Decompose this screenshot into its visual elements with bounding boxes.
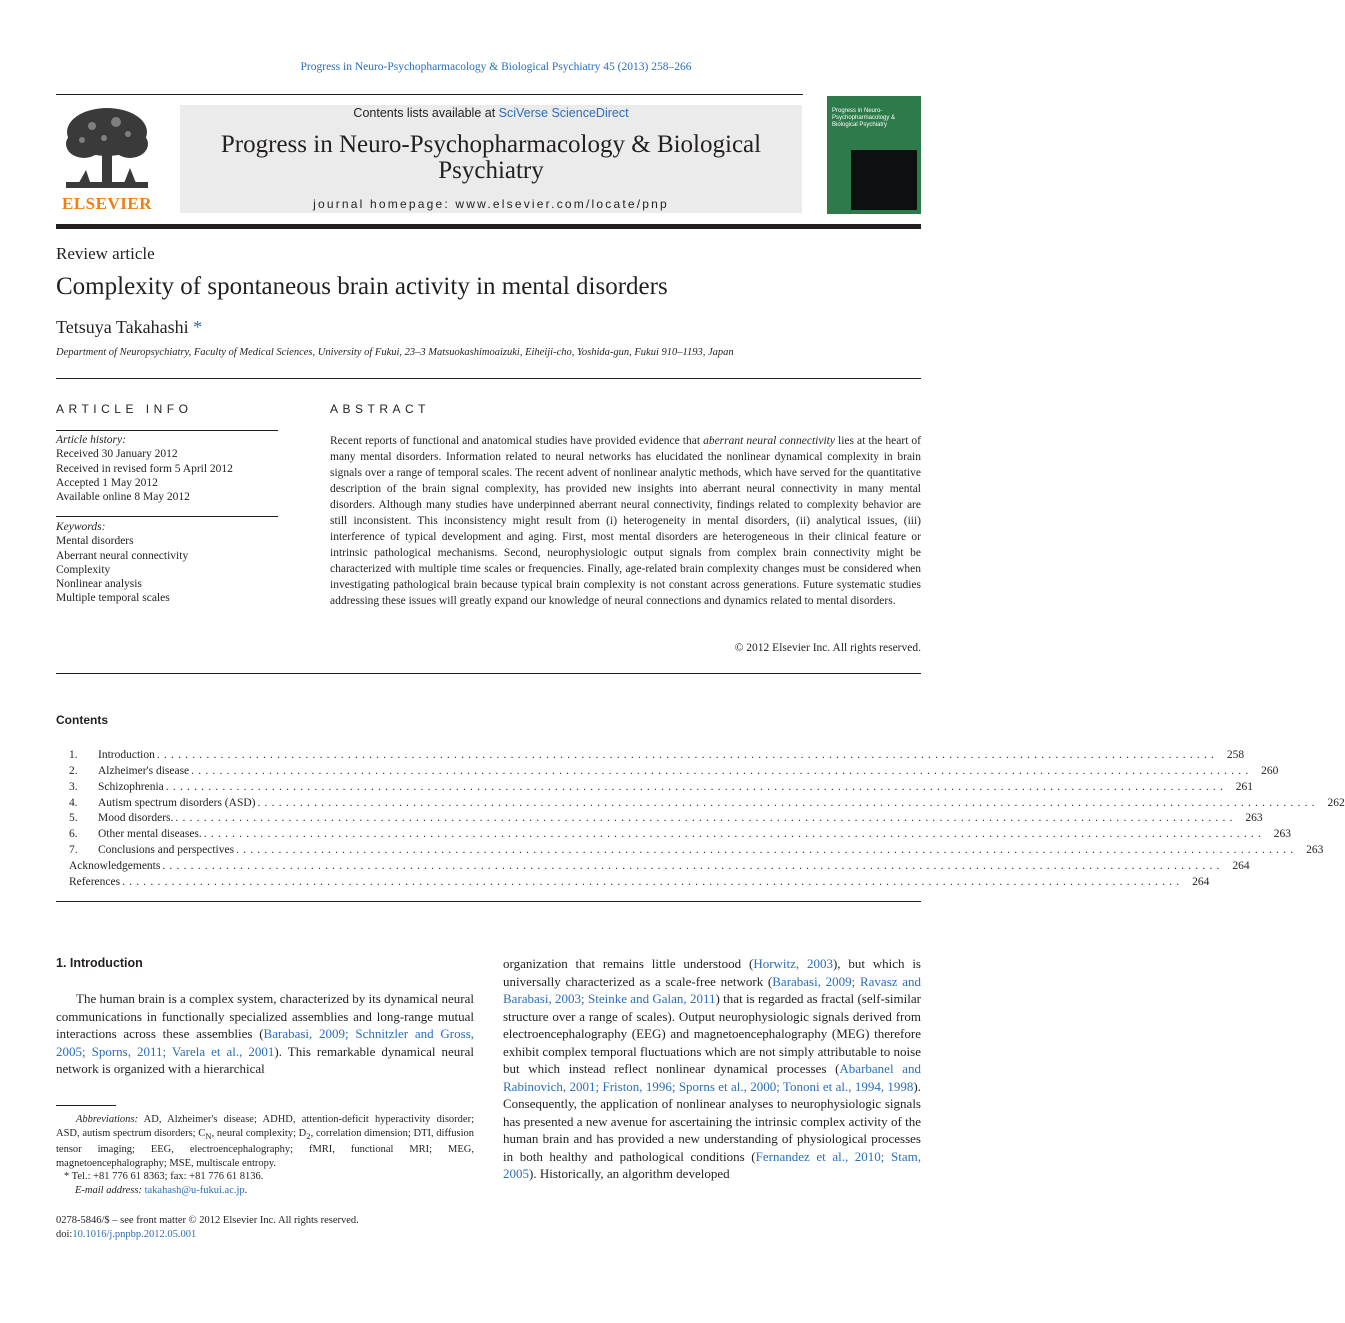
footnote-rule (56, 1105, 116, 1106)
journal-reference[interactable]: Progress in Neuro-Psychopharmacology & Biological Psychiatry 45 (2013) 258–266 (300, 61, 692, 73)
toc-title: Autism spectrum disorders (ASD) (98, 796, 256, 809)
intro-paragraph-left (56, 990, 474, 1078)
toc-leader: ...................................................................................................................................................... (191, 764, 1253, 777)
toc-page: 264 (1232, 859, 1250, 872)
toc-leader: ...................................................................................................................................................... (175, 812, 1237, 825)
keywords-label: Keywords: (56, 521, 106, 533)
keyword: Multiple temporal scales (56, 592, 170, 605)
citation-link[interactable]: Barabasi, 2009; Ravasz and Barabasi, 2003; Steinke and Galan, 2011 (503, 973, 921, 1006)
footnote-text: . (244, 1185, 248, 1196)
header-top-rule (56, 94, 803, 95)
toc-leader: ...................................................................................................................................................... (156, 749, 1219, 761)
body-text: ), but which is universally characterized as a scale-free network ( (503, 956, 921, 989)
toc-page: 262 (1327, 796, 1345, 809)
abstract-heading: ABSTRACT (330, 402, 431, 416)
sciencedirect-link[interactable]: SciVerse ScienceDirect (498, 106, 629, 120)
corresponding-author-link[interactable]: * (193, 317, 203, 337)
toc-item[interactable] (69, 843, 1324, 859)
history-item: Available online 8 May 2012 (56, 491, 190, 504)
toc-title: Schizophrenia (98, 780, 164, 793)
rule (56, 901, 921, 902)
contents-heading: Contents (56, 713, 108, 727)
article-title: Complexity of spontaneous brain activity in mental disorders (56, 273, 668, 300)
toc-page: 261 (1235, 780, 1254, 793)
toc-title: References (69, 875, 121, 888)
toc-item[interactable] (69, 780, 1254, 796)
citation-link[interactable]: Barabasi, 2009; Schnitzler and Gross, 2005; Sporns, 2011; Varela et al., 2001 (56, 1026, 474, 1059)
toc-title: Alzheimer's disease (98, 764, 190, 777)
doi-link[interactable]: 10.1016/j.pnpbp.2012.05.001 (72, 1229, 197, 1240)
journal-title: Progress in Neuro-Psychopharmacology & Biological Psychiatry (220, 131, 762, 184)
affiliation: Department of Neuropsychiatry, Faculty of Medical Sciences, University of Fukui, 23–3 Matsuokashimoaizuki, Eiheiji-cho, Yoshida-gun, Fukui 910–1193, Japan (56, 347, 734, 358)
toc-leader: ...................................................................................................................................................... (236, 844, 1298, 857)
email-link[interactable]: takahash@u-fukui.ac.jp (144, 1185, 245, 1196)
keywords (56, 520, 278, 606)
elsevier-wordmark: ELSEVIER (62, 194, 152, 213)
toc-leader: ...................................................................................................................................................... (162, 859, 1224, 872)
toc-leader: ...................................................................................................................................................... (122, 875, 1184, 888)
footnote-text: , neural complexity; D (211, 1128, 307, 1139)
history-label: Article history: (56, 434, 126, 446)
history-item: Accepted 1 May 2012 (56, 476, 158, 489)
toc-page: 264 (1192, 875, 1210, 888)
toc-number: 2. (69, 764, 78, 777)
abstract-emphasis: aberrant neural connectivity (703, 435, 835, 447)
journal-cover-image (851, 150, 917, 210)
abbreviations-label: Abbreviations: (76, 1114, 139, 1125)
doi-line (56, 1228, 359, 1242)
body-text: ) that is regarded as fractal (self-similar structure over a range of scales). Output neurophysiologic signals derived from electroencephalography (EEG) and magnetoencephalography (MEG) therefore exhibit complex temporal fluctuations which are not simply attributable to noise but which instead reflect nonlinear dynamical processes ( (503, 991, 921, 1076)
homepage-prefix: journal homepage: (313, 197, 456, 211)
toc-title: Other mental diseases. (98, 828, 202, 841)
abstract-text (330, 434, 921, 609)
author-name: Tetsuya Takahashi (56, 317, 189, 337)
toc-page: 263 (1245, 812, 1263, 825)
article-history (56, 433, 278, 504)
toc-item[interactable] (69, 748, 1245, 764)
toc-leader: ...................................................................................................................................................... (257, 796, 1319, 809)
body-text: ). This remarkable dynamical neural network is organized with a hierarchical (56, 1043, 474, 1076)
toc-item[interactable] (69, 764, 1279, 780)
section-heading-introduction: 1. Introduction (56, 956, 143, 970)
homepage-link[interactable]: www.elsevier.com/locate/pnp (455, 197, 669, 211)
keyword: Nonlinear analysis (56, 578, 142, 591)
toc-title: Introduction (98, 749, 155, 761)
toc-number: 3. (69, 780, 78, 793)
toc-title: Conclusions and perspectives (98, 844, 235, 857)
toc-number: 4. (69, 796, 78, 809)
toc-title: Mood disorders. (98, 812, 174, 825)
toc-page: 263 (1273, 828, 1292, 841)
abstract-part: lies at the heart of many mental disorders. Information related to neural networks has elucidated the nonlinear dynamical complexity in brain signals over a range of temporal scales. The recent advent of nonlinear analytic methods, which have served for the quantitative description of the brain signal complexity, has provided new insights into aberrant neural connectivity in many mental disorders. Although many studies have underpinned aberrant neural connectivity, findings related to complexity behavior are still inconsistent. This inconsistency might result from (i) heterogeneity in mental disorders, (ii) analytical issues, (iii) interference of typical development and aging. First, most mental disorders are heterogeneous in their clinical feature or intrinsic pathological mechanisms. Second, neurophysiologic output signals from complex brain connectivity might be characterized with multiple time scales or frequencies. Finally, age-related brain complexity changes must be considered when investigating pathological brain because typical brain complexity is not constant across generations. Future systematic studies addressing these issues will greatly expand our knowledge of neural connections and dynamics related to mental disorders. (330, 435, 921, 607)
keyword: Complexity (56, 563, 111, 576)
table-of-contents (69, 748, 1345, 891)
article-type: Review article (56, 244, 155, 263)
abstract-part: Recent reports of functional and anatomical studies have provided evidence that (330, 435, 704, 447)
email-label: E-mail address: (75, 1185, 142, 1196)
header-thick-rule (56, 224, 921, 229)
toc-number: 5. (69, 812, 78, 825)
abbreviations-footnote (56, 1113, 474, 1171)
footnote-subscript: 2 (306, 1131, 311, 1142)
toc-page: 260 (1261, 764, 1279, 777)
history-item: Received 30 January 2012 (56, 448, 178, 461)
toc-number: 6. (69, 828, 78, 841)
toc-page: 263 (1306, 844, 1324, 857)
keyword: Aberrant neural connectivity (56, 549, 189, 562)
toc-title: Acknowledgements (69, 859, 161, 872)
body-text: The human brain is a complex system, characterized by its dynamical neural communications in functionally specialized assemblies and long-range mutual interactions across these assemblies ( (56, 991, 474, 1041)
toc-leader: ...................................................................................................................................................... (165, 780, 1228, 793)
contents-prefix: Contents lists available at (353, 106, 499, 120)
footnote-text: AD, Alzheimer's disease; ADHD, attention-deficit hyperactivity disorder; ASD, autism spectrum disorders; C (56, 1114, 474, 1139)
doi-label: doi: (56, 1229, 73, 1240)
article-info-heading: ARTICLE INFO (56, 402, 193, 416)
email-footnote (75, 1184, 475, 1198)
author (56, 317, 202, 338)
rule (56, 673, 921, 674)
citation-link[interactable]: Abarbanel and Rabinovich, 2001; Friston, 1996; Sporns et al., 2000; Tononi et al., 1994, 1998 (503, 1061, 921, 1094)
toc-item[interactable] (69, 827, 1292, 843)
toc-page: 258 (1226, 749, 1245, 761)
toc-number: 1. (69, 749, 78, 761)
intro-paragraph-right (503, 955, 921, 1183)
footnote-text: , correlation dimension; DTI, diffusion tensor imaging; EEG, electroencephalography; fMRI, functional MRI; MEG, magnetoencephalography; MSE, multiscale entropy. (56, 1128, 475, 1170)
body-text: ). Consequently, the application of nonlinear analyses to neurophysiologic signals has presented a new avenue for ascertaining the intrinsic complex activity of the human brain and has provided a new understanding of physiological processes in both healthy and pathological conditions ( (503, 1078, 921, 1164)
toc-leader: ...................................................................................................................................................... (203, 828, 1266, 841)
footnote-subscript: N (205, 1131, 212, 1142)
citation-link[interactable]: Horwitz, 2003 (753, 956, 833, 971)
toc-item[interactable] (69, 796, 1345, 812)
front-matter (56, 1214, 359, 1242)
body-text: ). Historically, an algorithm developed (529, 1166, 730, 1181)
toc-item[interactable] (69, 859, 1250, 875)
body-text: organization that remains little understood ( (503, 956, 754, 971)
toc-item[interactable] (69, 875, 1210, 891)
history-item: Received in revised form 5 April 2012 (56, 462, 233, 475)
journal-cover-title: Progress in Neuro-Psychopharmacology & Biological Psychiatry (832, 108, 896, 128)
keyword: Mental disorders (56, 535, 134, 548)
toc-number: 7. (69, 844, 78, 857)
rule (56, 430, 278, 431)
journal-homepage (180, 197, 802, 211)
rule (56, 516, 278, 517)
toc-item[interactable] (69, 811, 1263, 827)
contact-footnote: * Tel.: +81 776 61 8363; fax: +81 776 61 8136. (64, 1171, 264, 1182)
rule (56, 378, 921, 379)
issn-line: 0278-5846/$ – see front matter © 2012 Elsevier Inc. All rights reserved. (56, 1215, 359, 1226)
copyright: © 2012 Elsevier Inc. All rights reserved. (734, 642, 921, 654)
citation-link[interactable]: Fernandez et al., 2010; Stam, 2005 (503, 1148, 921, 1181)
contents-availability (180, 106, 802, 120)
